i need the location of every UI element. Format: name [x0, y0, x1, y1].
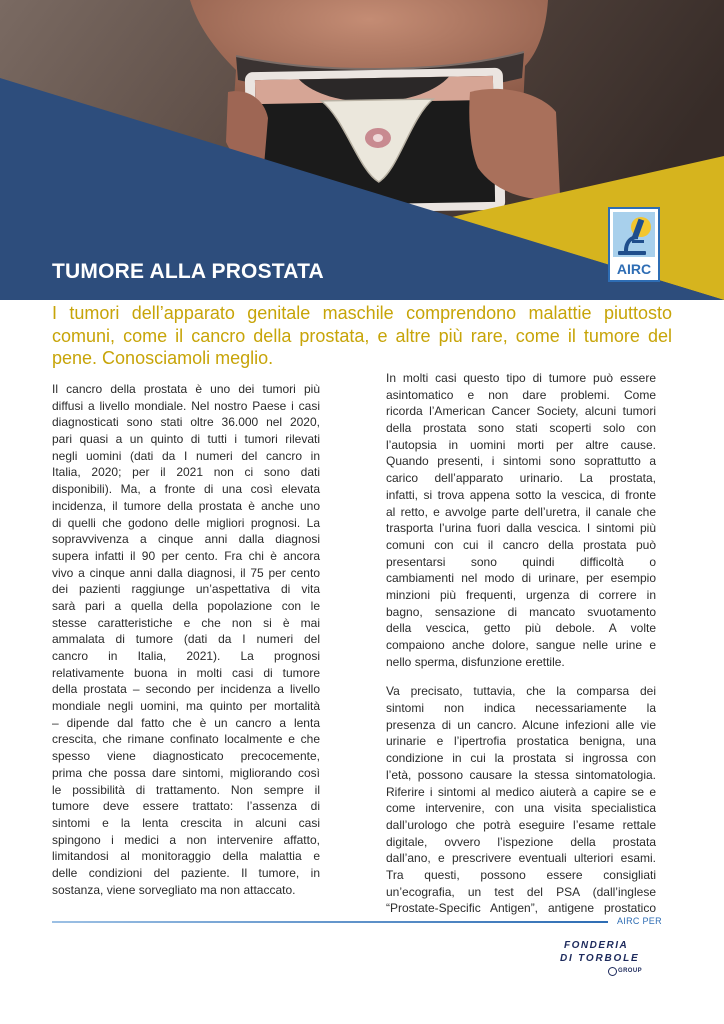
- text-line: l’età, possono causare la stessa sintomatologia.: [386, 767, 656, 782]
- airc-logo: [608, 207, 660, 282]
- text-line: infatti, si trova appena sotto la vescica, di fronte: [386, 487, 656, 502]
- text-line: digitale, ovvero l’ispezione della prostata: [386, 834, 656, 849]
- text-line: cancro in Italia, 2021). La prognosi: [52, 649, 320, 663]
- text-line: relativamente buona in molti casi di tumore: [52, 665, 320, 680]
- paragraph: [386, 683, 656, 917]
- text-line: dei pazienti raggiunge un’aspettativa di vita: [52, 582, 320, 597]
- text-line: spingono i medici a non intervenire affatto,: [52, 832, 320, 847]
- text-line: della prostata – secondo per incidenza a livello: [52, 682, 320, 697]
- text-line: Va precisato, tuttavia, che la comparsa dei: [386, 684, 656, 699]
- footer-rule: [52, 921, 608, 923]
- right-column: [386, 370, 656, 917]
- text-line: l’autopsia in uomini morti per altre cause.: [386, 437, 656, 452]
- brand-group-label: GROUP: [618, 968, 643, 974]
- text-line: mondiale negli uomini, ma quinto per mortalità: [52, 699, 320, 714]
- intro-line: pene. Conosciamoli meglio.: [52, 348, 274, 368]
- paragraph: [52, 381, 320, 898]
- text-line: Italia, 2020; per il 2021 non ci sono dati: [52, 465, 320, 480]
- text-line: supera infatti il 90 per cento. Fra chi è ancora: [52, 548, 320, 563]
- text-line: della vescica, getto più debole. A volte: [386, 621, 656, 636]
- text-line: negli uomini (dati da I numeri del cancro in: [52, 448, 320, 463]
- text-line: sopravvivenza a cinque anni dalla diagnosi: [52, 532, 320, 547]
- text-line: incidenza, il tumore della prostata è anche uno: [52, 498, 320, 513]
- text-line: Riferire i sintomi al medico aiuterà a capire se e: [386, 784, 656, 799]
- text-line: carico dell’apparato urinario. La prostata,: [386, 471, 656, 486]
- text-line: sostanza, viene sorvegliato ma non attaccato.: [52, 882, 296, 897]
- text-line: asintomatico e non dare problemi. Come: [386, 387, 656, 402]
- text-line: minzioni più frequenti, urgenza di correre in: [386, 587, 656, 602]
- text-line: Il cancro della prostata è uno dei tumori più: [52, 382, 320, 396]
- text-line: sintomi e la lenta crescita in alcuni casi: [52, 815, 320, 830]
- text-line: vivo a cinque anni dalla diagnosi, il 75 per cento: [52, 565, 320, 580]
- text-line: come intervenire, con una visita specialistica: [386, 801, 656, 816]
- brand-name-line-1: FONDERIA: [564, 940, 629, 951]
- paragraph: [386, 370, 656, 670]
- group-emblem-icon: [608, 967, 617, 976]
- intro-line: I tumori dell’apparato genitale maschile comprendono malattie piuttosto: [52, 303, 672, 323]
- text-line: sarà pari a quella della popolazione con le: [52, 598, 320, 613]
- logo-text: AIRC: [616, 261, 652, 277]
- text-line: presentarsi sono quindi difficoltà o: [386, 554, 656, 569]
- text-line: presenza di un cancro. Alcune infezioni alle vie: [386, 717, 656, 732]
- text-line: limitandosi al monitoraggio della malattia e: [52, 849, 320, 864]
- text-line: disponibili). Ma, a fronte di una così elevata: [52, 482, 320, 497]
- intro-line: comuni, come il cancro della prostata, e altre più rare, come il tumore del: [52, 325, 672, 346]
- text-line: cambiamenti nel modo di urinare, per esempio: [386, 571, 656, 586]
- text-line: prima che possa dare sintomi, migliorando così: [52, 765, 320, 780]
- footer-label: AIRC PER: [617, 916, 662, 926]
- text-line: condizione in cui la prostata si ingrossa con: [386, 751, 656, 766]
- text-line: diagnosticati sono stati oltre 36.000 nel 2020,: [52, 415, 320, 430]
- text-line: Tra questi, possono essere consigliati: [386, 867, 656, 882]
- text-line: diffusi a livello mondiale. Nel nostro Paese i casi: [52, 398, 320, 413]
- text-line: Quando presenti, i sintomi sono soprattutto a: [386, 454, 656, 469]
- text-line: spesso viene diagnosticato precocemente,: [52, 749, 320, 764]
- text-line: compaiono anche dolore, sangue nelle urine e: [386, 638, 656, 652]
- text-line: tumore deve essere trattato: l’assenza di: [52, 799, 320, 814]
- text-line: al retto, e avvolge parte dell’uretra, il canale che: [386, 504, 656, 519]
- text-line: dall’ano, e prescrivere eventuali ulteriori esami.: [386, 851, 656, 866]
- text-line: crescita, che rimane confinato localmente e che: [52, 732, 320, 747]
- text-line: delle condizioni del paziente. Il tumore, in: [52, 865, 320, 880]
- text-line: le possibilità di trattamento. Non sempre il: [52, 782, 320, 797]
- text-line: di quelli che godono delle migliori prognosi. La: [52, 515, 320, 530]
- text-line: della prostata sono stati scoperti solo con: [386, 421, 656, 436]
- text-line: ammalata di tumore (dati da I numeri del: [52, 632, 320, 647]
- text-line: bagno, sensazione di mancato svuotamento: [386, 604, 656, 619]
- text-line: ricorda l’American Cancer Society, alcuni tumori: [386, 404, 656, 419]
- text-line: comuni con cui il cancro della prostata può: [386, 537, 656, 552]
- header-banner: [0, 0, 724, 300]
- text-line: stesse caratteristiche e che non si è mai: [52, 615, 320, 630]
- text-line: pari quasi a un quinto di tutti i tumori rilevati: [52, 432, 320, 447]
- brand-logo: [558, 940, 650, 980]
- text-line: In molti casi questo tipo di tumore può essere: [386, 371, 656, 385]
- left-column: [52, 381, 320, 898]
- text-line: “Prostate-Specific Antigen”, antigene prostatico: [386, 901, 656, 916]
- page-title: TUMORE ALLA PROSTATA: [52, 260, 324, 283]
- text-line: – dipende dal fatto che è un cancro a lenta: [52, 715, 320, 730]
- text-line: trasporta l’urina fuori dalla vescica. I sintomi più: [386, 521, 656, 536]
- text-line: sintomi non indica necessariamente la: [386, 701, 656, 716]
- intro-text: [52, 302, 672, 370]
- text-line: un’ecografia, un test del PSA (dall’inglese: [386, 884, 656, 899]
- brand-name-line-2: DI TORBOLE: [560, 953, 640, 964]
- text-line: nello sperma, disfunzione erettile.: [386, 654, 565, 669]
- text-line: urinarie e l’ipertrofia prostatica benigna, una: [386, 734, 656, 749]
- text-line: dall’urologo che potrà eseguire l’esame rettale: [386, 817, 656, 832]
